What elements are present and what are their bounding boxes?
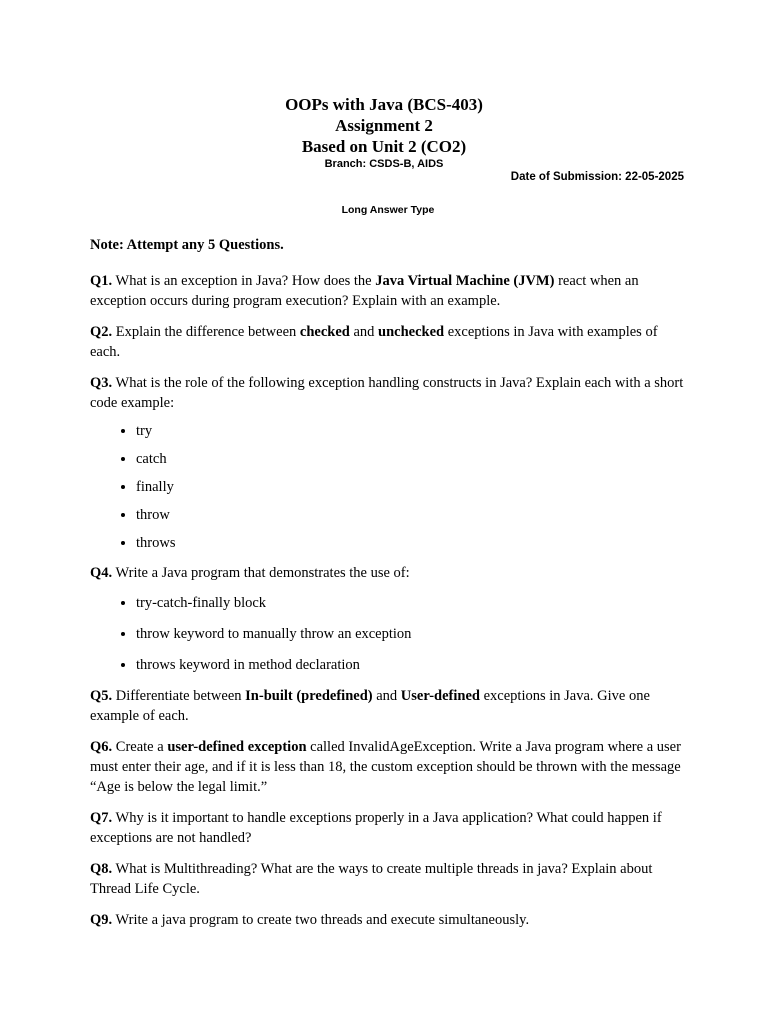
question-emphasis: In-built (predefined): [245, 688, 373, 704]
question-4-list: [90, 593, 688, 675]
question-7: [90, 808, 688, 848]
question-emphasis: user-defined exception: [167, 739, 307, 755]
question-4: [90, 563, 688, 583]
question-6: [90, 737, 688, 797]
assignment-title: Assignment 2: [335, 116, 433, 135]
title-block: [0, 94, 768, 171]
question-text: called InvalidAgeException. Write a Java program where a user must enter their age, and if it is less than 18, the custom exception should be thrown with the message “Age is below the legal limit.”: [90, 739, 681, 795]
question-1: [90, 271, 688, 311]
question-number: Q6.: [90, 739, 113, 755]
question-number: Q1.: [90, 273, 113, 289]
question-emphasis: unchecked: [378, 324, 445, 340]
list-item: • throw: [136, 505, 688, 525]
branch-label: Branch: CSDS-B, AIDS: [324, 158, 444, 170]
question-text: What is Multithreading? What are the ways to create multiple threads in java? Explain about Thread Life Cycle.: [90, 861, 653, 897]
list-item: • throw keyword to manually throw an exception: [136, 624, 688, 644]
question-text: and: [372, 688, 401, 704]
question-text: exceptions in Java. Give one example of each.: [90, 688, 650, 724]
question-5: [90, 686, 688, 726]
question-text: and: [349, 324, 379, 340]
question-text: react when an exception occurs during program execution? Explain with an example.: [90, 273, 639, 309]
list-item: • try-catch-finally block: [136, 593, 688, 613]
question-2: [90, 322, 688, 362]
list-item: • catch: [136, 449, 688, 469]
questions-body: [90, 235, 688, 941]
note: Note: Attempt any 5 Questions.: [90, 237, 284, 253]
question-number: Q5.: [90, 688, 113, 704]
question-9: [90, 910, 688, 930]
question-text: Create a: [112, 739, 168, 755]
question-text: What is the role of the following exception handling constructs in Java? Explain each with a short code example:: [90, 375, 684, 411]
question-emphasis: Java Virtual Machine (JVM): [375, 273, 555, 289]
question-text: Write a java program to create two threads and execute simultaneously.: [112, 912, 530, 928]
question-emphasis: User-defined: [400, 688, 480, 704]
question-emphasis: checked: [299, 324, 350, 340]
question-number: Q9.: [90, 912, 113, 928]
question-number: Q3.: [90, 375, 113, 391]
question-number: Q2.: [90, 324, 113, 340]
question-number: Q4.: [90, 565, 113, 581]
list-item: • throws keyword in method declaration: [136, 655, 688, 675]
question-text: What is an exception in Java? How does the: [112, 273, 376, 289]
unit-title: Based on Unit 2 (CO2): [301, 137, 467, 156]
question-3: [90, 373, 688, 413]
question-text: Differentiate between: [112, 688, 246, 704]
question-3-list: [90, 421, 688, 553]
question-number: Q7.: [90, 810, 113, 826]
list-item: • finally: [136, 477, 688, 497]
question-text: exceptions in Java with examples of each.: [90, 324, 658, 360]
question-text: Why is it important to handle exceptions properly in a Java application? What could happen if exceptions are not handled?: [90, 810, 662, 846]
submission-date: Date of Submission: 22-05-2025: [510, 171, 684, 183]
question-type: Long Answer Type: [341, 204, 435, 216]
question-8: [90, 859, 688, 899]
list-item: • throws: [136, 533, 688, 553]
list-item: • try: [136, 421, 688, 441]
question-text: Write a Java program that demonstrates the use of:: [112, 565, 410, 581]
question-number: Q8.: [90, 861, 113, 877]
question-text: Explain the difference between: [112, 324, 300, 340]
course-title: OOPs with Java (BCS-403): [285, 95, 483, 114]
